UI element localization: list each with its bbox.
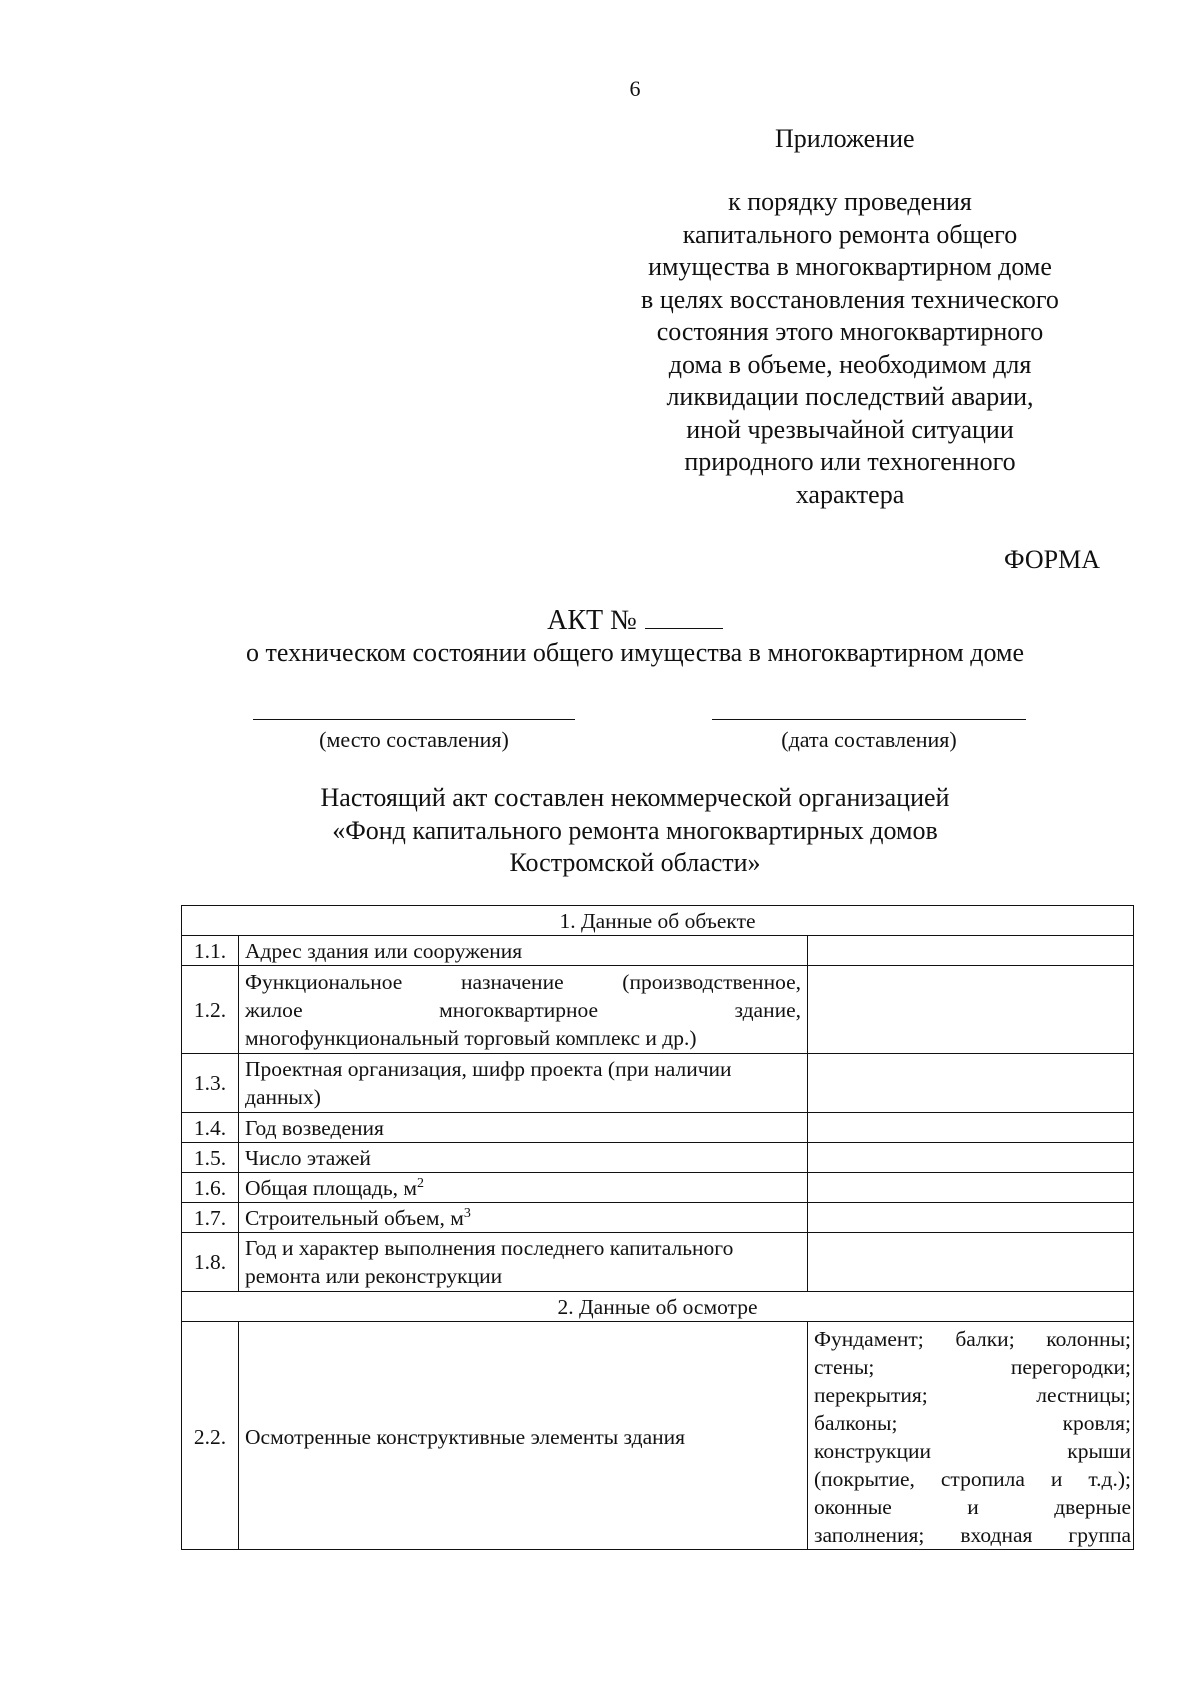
row-label-text: Общая площадь, м — [245, 1175, 418, 1200]
object-data-table — [181, 905, 1134, 1550]
row-number: 1.2. — [182, 966, 239, 1054]
intro-line: Костромской области» — [509, 848, 761, 877]
act-title-text: АКТ № — [547, 605, 637, 636]
row-number: 1.3. — [182, 1054, 239, 1113]
row-value-cell[interactable] — [808, 1173, 1134, 1203]
row-label — [239, 1233, 808, 1292]
appendix-line: характера — [795, 479, 905, 509]
appendix-line: природного или техногенного — [684, 447, 1016, 476]
table-row — [182, 936, 1134, 966]
appendix-line: капитального ремонта общего — [682, 219, 1018, 249]
value-line: оконные и дверные — [814, 1495, 1131, 1519]
row-label — [239, 1054, 808, 1113]
section1-title: 1. Данные об объекте — [182, 906, 1134, 936]
row-label-text: Строительный объем, м — [245, 1205, 464, 1230]
row-label: Год возведения — [239, 1113, 808, 1143]
value-line: Фундамент; балки; колонны; — [814, 1327, 1131, 1351]
row-value-cell[interactable] — [808, 1233, 1134, 1292]
section-header-row — [182, 1292, 1134, 1322]
row-label-line: Проектная организация, шифр проекта (при наличии — [245, 1057, 732, 1081]
date-blank-line[interactable] — [712, 719, 1026, 720]
section-header-row — [182, 906, 1134, 936]
row-label: Число этажей — [239, 1143, 808, 1173]
table-row — [182, 1113, 1134, 1143]
value-line: стены; перегородки; — [814, 1355, 1131, 1379]
row-number: 1.5. — [182, 1143, 239, 1173]
row-number: 1.6. — [182, 1173, 239, 1203]
row-value-cell[interactable] — [808, 1113, 1134, 1143]
row-value-cell[interactable] — [808, 1203, 1134, 1233]
row-label-line: ремонта или реконструкции — [245, 1264, 503, 1288]
row-value-cell[interactable] — [808, 1143, 1134, 1173]
unit-superscript: 3 — [463, 1205, 471, 1221]
appendix-line: состояния этого многоквартирного — [656, 317, 1044, 346]
appendix-description — [600, 186, 1100, 511]
table-row — [182, 1143, 1134, 1173]
unit-superscript: 2 — [417, 1175, 425, 1191]
row-label: Адрес здания или сооружения — [239, 936, 808, 966]
appendix-line: имущества в многоквартирном доме — [648, 252, 1052, 281]
row-label — [239, 1173, 808, 1203]
row-value-cell[interactable] — [808, 936, 1134, 966]
intro-paragraph — [0, 782, 1200, 880]
appendix-line: дома в объеме, необходимом для — [668, 349, 1032, 379]
row-number: 2.2. — [182, 1322, 239, 1550]
page-number: 6 — [629, 76, 641, 101]
section2-title: 2. Данные об осмотре — [182, 1292, 1134, 1322]
table-row — [182, 966, 1134, 1054]
row-value-cell[interactable] — [808, 966, 1134, 1054]
place-blank-line[interactable] — [253, 719, 575, 720]
row-number: 1.7. — [182, 1203, 239, 1233]
appendix-title: Приложение — [775, 124, 915, 153]
intro-line: «Фонд капитального ремонта многоквартирных домов — [332, 815, 938, 845]
table-row — [182, 1203, 1134, 1233]
row-label — [239, 1203, 808, 1233]
appendix-line: ликвидации последствий аварии, — [666, 382, 1034, 411]
row-label-line: жилое многоквартирное здание, — [245, 997, 801, 1022]
place-caption: (место составления) — [319, 727, 509, 752]
intro-line: Настоящий акт составлен некоммерческой организацией — [320, 783, 950, 812]
value-line: балконы; кровля; — [814, 1411, 1131, 1435]
value-line: заполнения; входная группа — [814, 1523, 1131, 1547]
appendix-line: в целях восстановления технического — [641, 284, 1059, 314]
row-label-line: данных) — [245, 1085, 321, 1109]
act-title — [0, 605, 1200, 637]
appendix-line: к порядку проведения — [728, 187, 972, 216]
row-number: 1.1. — [182, 936, 239, 966]
row-label — [239, 966, 808, 1054]
row-label-line: Функциональное назначение (производственное, — [245, 969, 801, 994]
row-label-line: многофункциональный торговый комплекс и др.) — [245, 1025, 697, 1050]
value-line: конструкции крыши — [814, 1439, 1131, 1463]
row-value-cell[interactable] — [808, 1054, 1134, 1113]
row-label-line: Год и характер выполнения последнего капитального — [245, 1236, 734, 1260]
row-label: Осмотренные конструктивные элементы здания — [239, 1322, 808, 1550]
table-row — [182, 1173, 1134, 1203]
row-number: 1.8. — [182, 1233, 239, 1292]
row-value — [808, 1322, 1134, 1550]
table-row — [182, 1233, 1134, 1292]
appendix-line: иной чрезвычайной ситуации — [686, 414, 1014, 444]
form-label: ФОРМА — [1004, 545, 1100, 574]
act-number-blank[interactable] — [645, 606, 723, 629]
date-caption: (дата составления) — [781, 727, 957, 752]
row-number: 1.4. — [182, 1113, 239, 1143]
table-row — [182, 1054, 1134, 1113]
value-line: (покрытие, стропила и т.д.); — [814, 1467, 1131, 1491]
value-line: перекрытия; лестницы; — [814, 1383, 1131, 1407]
act-subtitle: о техническом состоянии общего имущества в многоквартирном доме — [246, 638, 1024, 667]
table-row — [182, 1322, 1134, 1550]
